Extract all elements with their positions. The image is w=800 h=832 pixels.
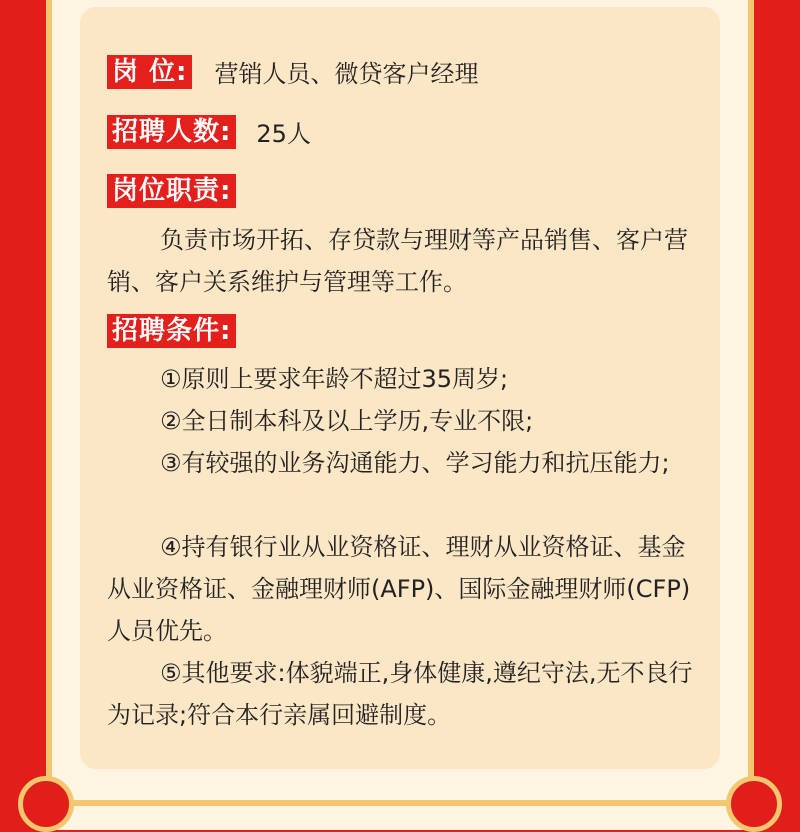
requirements-label: 招聘条件:	[107, 314, 236, 348]
duties-label: 岗位职责:	[107, 174, 236, 208]
requirement-item-4: ④持有银行业从业资格证、理财从业资格证、基金从业资格证、金融理财师(AFP)、国际金融理财师(CFP)人员优先。	[107, 533, 691, 645]
headcount-row	[107, 114, 311, 149]
duties-row	[107, 174, 236, 208]
corner-ornament-right	[726, 776, 782, 832]
duties-text: 负责市场开拓、存贷款与理财等产品销售、客户营销、客户关系维护与管理等工作。	[107, 226, 688, 296]
requirement-item-2: ②全日制本科及以上学历,专业不限;	[160, 407, 534, 435]
requirement-item-5: ⑤其他要求:体貌端正,身体健康,遵纪守法,无不良行为记录;符合本行亲属回避制度。	[107, 659, 693, 729]
position-label: 岗 位:	[107, 55, 192, 89]
requirement-item-1: ①原则上要求年龄不超过35周岁;	[160, 365, 509, 393]
headcount-label: 招聘人数:	[107, 115, 236, 149]
position-row	[107, 54, 478, 89]
position-value: 营销人员、微贷客户经理	[214, 60, 479, 88]
requirements-row	[107, 314, 236, 348]
corner-ornament-left	[18, 776, 74, 832]
frame-bottom-border	[40, 800, 760, 806]
headcount-value: 25人	[256, 120, 311, 148]
requirement-item-3: ③有较强的业务沟通能力、学习能力和抗压能力;	[160, 449, 670, 477]
